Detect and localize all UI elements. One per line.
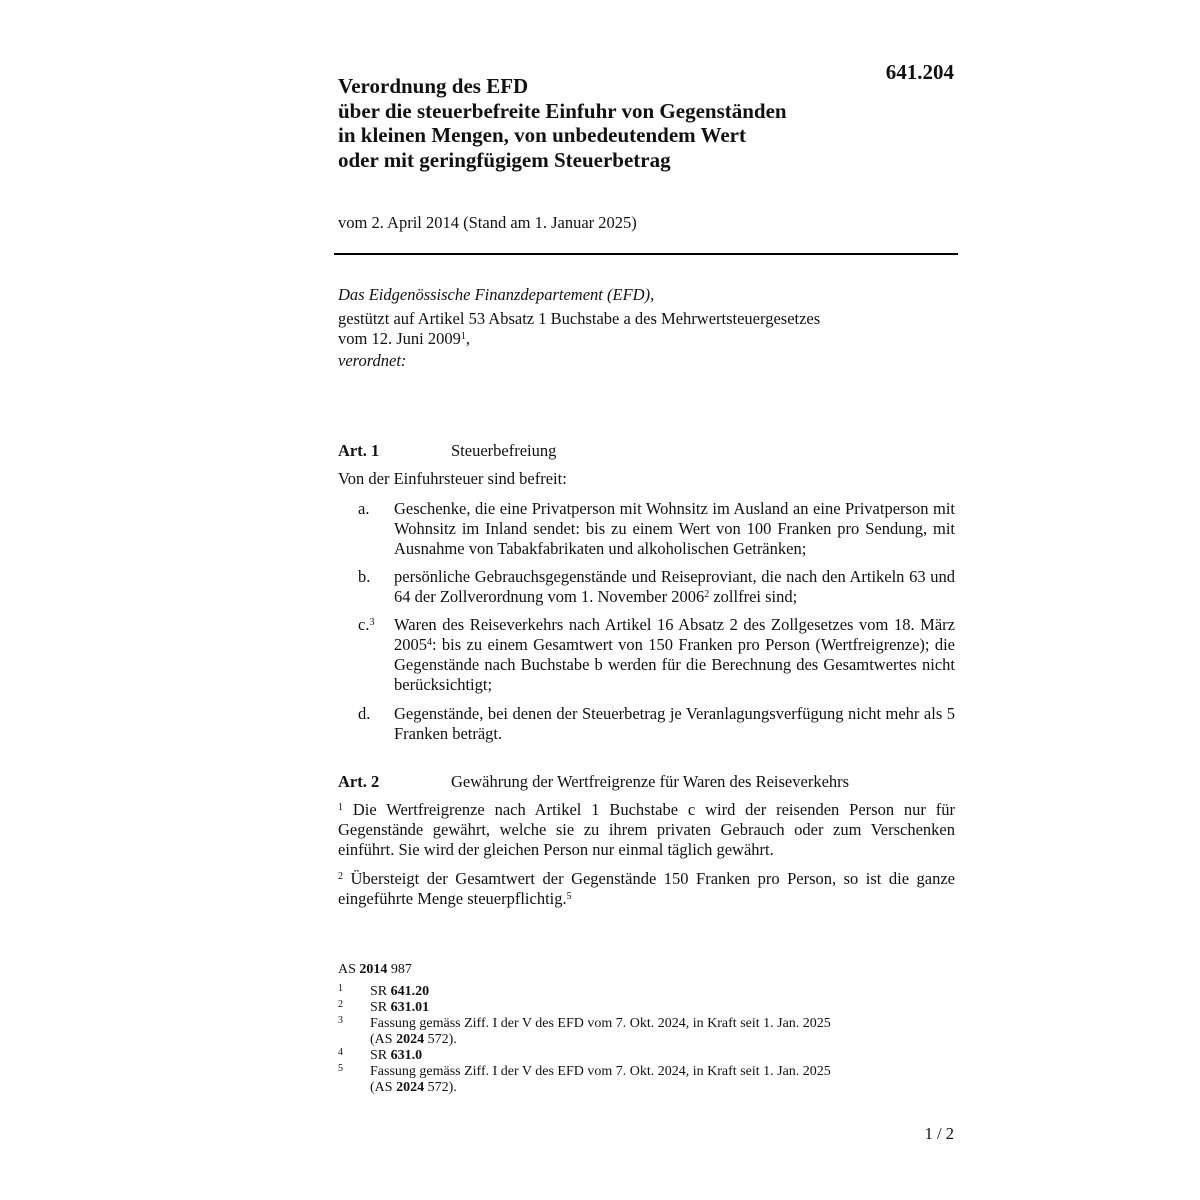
footnote-as-year[interactable]: 2024 <box>396 1031 425 1047</box>
list-label: d. <box>358 704 371 723</box>
footnote-ref-2[interactable]: 2 <box>704 589 710 600</box>
basis-date: vom 12. Juni 2009 <box>338 329 461 348</box>
footnote-ref-1[interactable]: 1 <box>460 331 466 342</box>
article-1-number: Art. 1 <box>338 441 380 460</box>
preamble-authority: Das Eidgenössische Finanzdepartement (EFD), <box>338 285 655 304</box>
date-line: vom 2. April 2014 (Stand am 1. Januar 2025) <box>338 213 637 232</box>
list-item-c <box>338 615 955 695</box>
as-prefix: AS <box>338 962 360 977</box>
document-title <box>338 74 898 172</box>
article-2-number: Art. 2 <box>338 772 380 791</box>
list-label <box>358 615 374 635</box>
footnote-sr-link[interactable]: 631.01 <box>390 1000 430 1015</box>
footnote-3 <box>338 1016 938 1047</box>
paragraph-number: 2 <box>338 871 343 882</box>
list-text-part: : bis zu einem Gesamtwert von 150 Franken pro Person (Wertfreigrenze); die Gegenstände nach Buchstabe b werden für die Berechnung des Gesamtwertes nicht berücksichtigt; <box>394 635 955 694</box>
footnote-ref-5[interactable]: 5 <box>566 891 572 902</box>
paragraph-text: Übersteigt der Gesamtwert der Gegenstände 150 Franken pro Person, so ist die ganze eingeführte Menge steuerpflichtig. <box>338 869 955 908</box>
footnote-number: 1 <box>338 983 343 994</box>
page-number: 1 / 2 <box>924 1124 954 1143</box>
paragraph-text: Die Wertfreigrenze nach Artikel 1 Buchstabe c wird der reisenden Person nur für Gegenstände gewährt, welche sie zu ihrem privaten Gebrauch oder zum Verschenken einführt. Sie wird der gleichen Person nur einmal täglich gewährt. <box>338 800 955 859</box>
as-page: 987 <box>387 962 412 977</box>
list-label: b. <box>358 567 371 586</box>
preamble <box>338 285 958 371</box>
list-text-part: persönliche Gebrauchsgegenstände und Reiseproviant, die nach den Artikeln 63 und 64 der Zollverordnung vom 1. November 2006 <box>394 567 955 606</box>
list-text: Gegenstände, bei denen der Steuerbetrag je Veranlagungsverfügung nicht mehr als 5 Franken beträgt. <box>394 704 955 743</box>
footnote-ref-4[interactable]: 4 <box>427 637 432 648</box>
footnote-as-prefix: (AS <box>370 1031 397 1047</box>
basis-comma: , <box>465 329 470 348</box>
footnote-prefix: SR <box>370 1048 391 1063</box>
preamble-basis-line2 <box>338 329 958 349</box>
footnote-text <box>370 1064 938 1095</box>
article-1-title: Steuerbefreiung <box>451 441 557 460</box>
as-reference <box>338 962 412 978</box>
list-text-part: Waren des Reiseverkehrs nach Artikel 16 Absatz 2 des Zollgesetzes vom 18. März 2005 <box>394 615 955 654</box>
footnote-as-prefix: (AS <box>370 1079 397 1095</box>
list-label: a. <box>358 499 370 518</box>
title-line: über die steuerbefreite Einfuhr von Gegenständen <box>338 98 787 123</box>
article-2-paragraph-2 <box>338 869 955 909</box>
article-2-heading <box>338 772 849 792</box>
footnote-number: 3 <box>338 1015 343 1026</box>
list-text <box>394 567 955 607</box>
footnote-as-page: 572). <box>424 1031 457 1047</box>
footnote-text <box>370 1016 938 1047</box>
sr-number: 641.204 <box>885 60 954 84</box>
article-1-heading <box>338 441 556 461</box>
title-line: Verordnung des EFD <box>338 74 529 98</box>
footnote-text <box>370 1000 938 1016</box>
list-item-d <box>338 704 955 744</box>
title-line: in kleinen Mengen, von unbedeutendem Wert <box>338 123 746 147</box>
preamble-verb: verordnet: <box>338 351 407 370</box>
footnote-text <box>370 984 938 1000</box>
list-text-part: zollfrei sind; <box>709 587 798 606</box>
footnote-line: Fassung gemäss Ziff. I der V des EFD vom 7. Okt. 2024, in Kraft seit 1. Jan. 2025 <box>370 1064 831 1079</box>
footnote-number: 2 <box>338 999 343 1010</box>
footnote-5 <box>338 1064 938 1095</box>
title-line: oder mit geringfügigem Steuerbetrag <box>338 147 671 172</box>
footnote-as-year[interactable]: 2024 <box>396 1079 425 1095</box>
footnote-4 <box>338 1048 938 1064</box>
preamble-basis-line1: gestützt auf Artikel 53 Absatz 1 Buchstabe a des Mehrwertsteuergesetzes <box>338 309 821 328</box>
article-2-paragraph-1 <box>338 800 955 860</box>
list-item-a <box>338 499 955 559</box>
footnote-text <box>370 1048 938 1064</box>
footnote-2 <box>338 1000 938 1016</box>
footnote-sr-link[interactable]: 641.20 <box>390 984 430 999</box>
article-1-intro: Von der Einfuhrsteuer sind befreit: <box>338 469 567 488</box>
footnote-ref-3[interactable]: 3 <box>369 617 375 628</box>
as-year: 2014 <box>359 962 388 977</box>
footnote-number: 5 <box>338 1063 343 1074</box>
article-2-title: Gewährung der Wertfreigrenze für Waren des Reiseverkehrs <box>451 772 850 791</box>
footnote-as-page: 572). <box>424 1079 457 1095</box>
footnote-sr-link[interactable]: 631.0 <box>390 1048 423 1063</box>
list-text: Geschenke, die eine Privatperson mit Wohnsitz im Ausland an eine Privatperson mit Wohnsitz im Inland sendet: bis zu einem Wert von 100 Franken pro Sendung, mit Ausnahme von Tabakfabrikaten und alkoholischen Getränken; <box>394 499 955 558</box>
footnote-prefix: SR <box>370 984 391 999</box>
paragraph-number: 1 <box>338 802 343 813</box>
list-text <box>394 615 955 695</box>
footnote-number: 4 <box>338 1047 343 1058</box>
footnote-prefix: SR <box>370 1000 391 1015</box>
horizontal-rule <box>334 253 958 255</box>
footnote-1 <box>338 984 938 1000</box>
footnote-line: Fassung gemäss Ziff. I der V des EFD vom 7. Okt. 2024, in Kraft seit 1. Jan. 2025 <box>370 1016 831 1031</box>
list-label-text: c. <box>358 615 370 634</box>
list-item-b <box>338 567 955 607</box>
